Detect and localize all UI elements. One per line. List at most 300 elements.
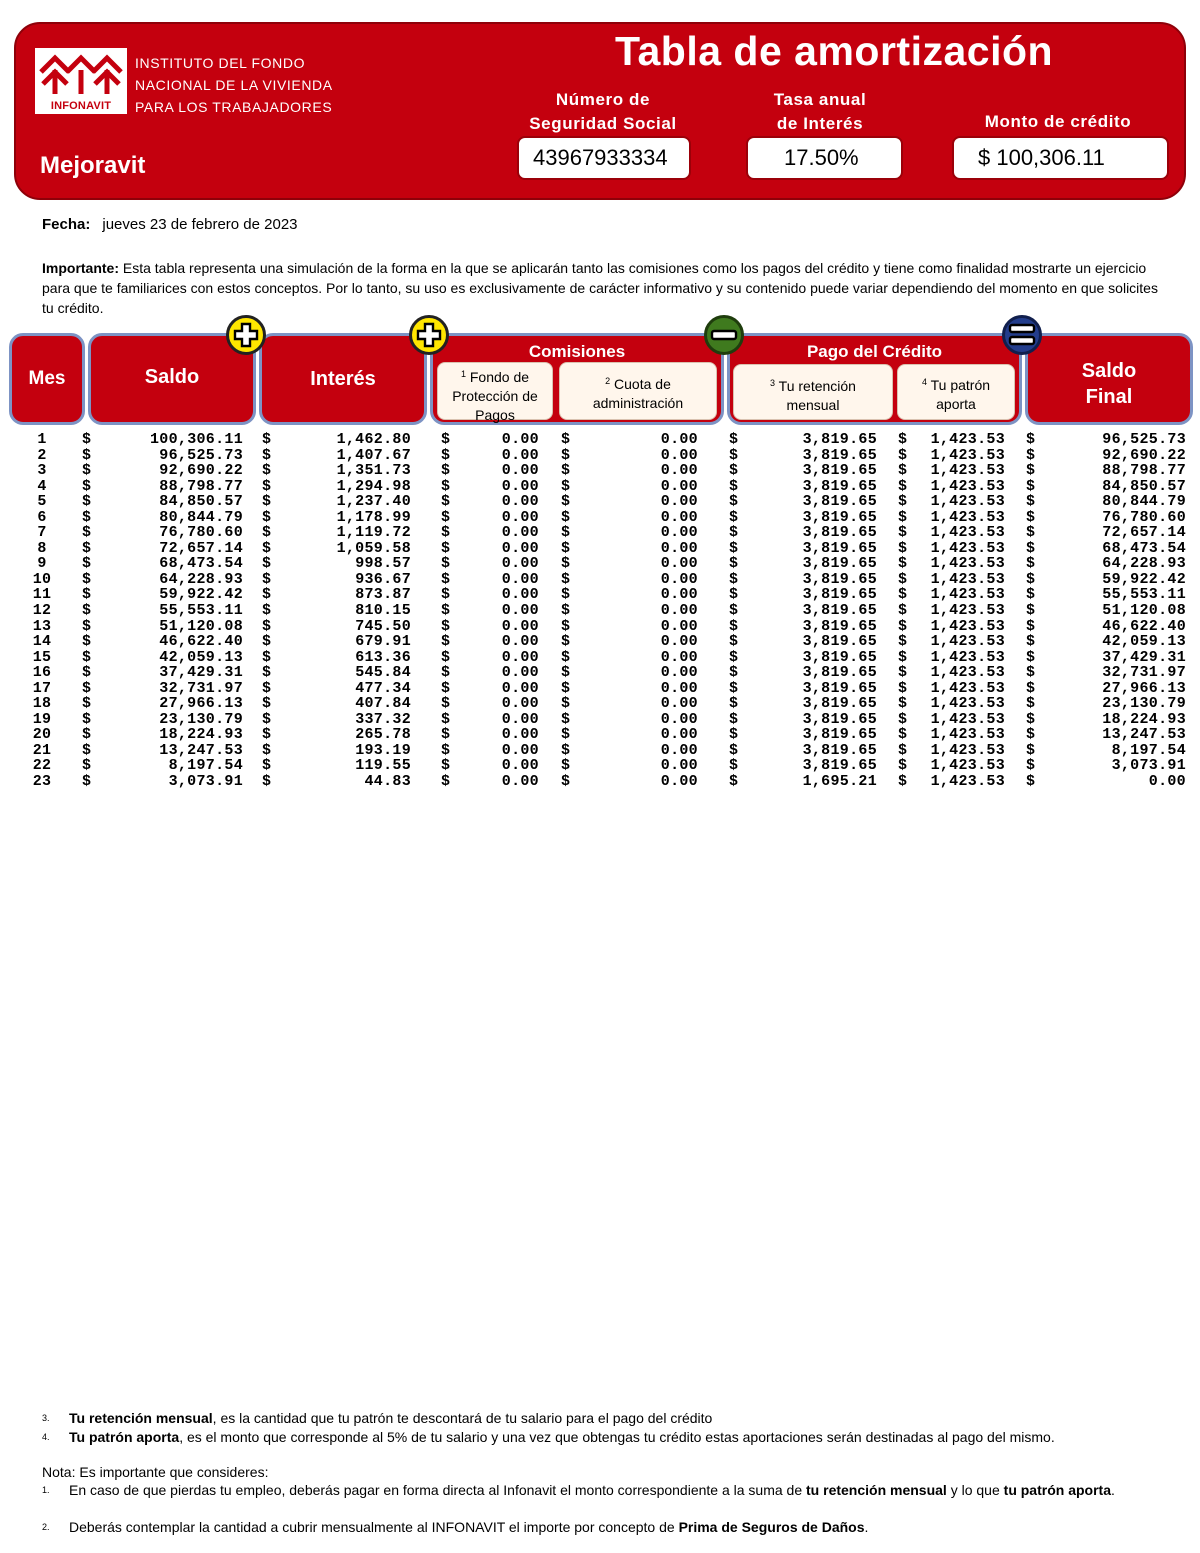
product-name: Mejoravit <box>40 152 146 179</box>
table-row <box>0 463 1200 479</box>
cell-patron: 1,423.53 <box>930 524 1005 542</box>
currency-sign: $ <box>262 446 272 464</box>
table-row <box>0 743 1200 759</box>
cell-interes: 745.50 <box>355 617 411 635</box>
cell-patron: 1,423.53 <box>930 648 1005 666</box>
currency-sign: $ <box>441 602 451 620</box>
cell-fondo: 0.00 <box>501 633 539 651</box>
currency-sign: $ <box>262 586 272 604</box>
cell-interes: 477.34 <box>355 679 411 697</box>
table-row <box>0 681 1200 697</box>
cell-mes: 12 <box>32 602 52 620</box>
currency-sign: $ <box>1026 773 1036 791</box>
cell-retencion: 3,819.65 <box>802 446 877 464</box>
table-row <box>0 541 1200 557</box>
infonavit-logo <box>35 48 127 114</box>
currency-sign: $ <box>898 555 908 573</box>
subheader-cuota-administracion: $^2$ Cuota de administración <box>559 362 717 420</box>
cell-final: 42,059.13 <box>1102 633 1186 651</box>
currency-sign: $ <box>262 664 272 682</box>
cell-final: 88,798.77 <box>1102 462 1186 480</box>
table-row <box>0 603 1200 619</box>
cell-fondo: 0.00 <box>501 710 539 728</box>
currency-sign: $ <box>898 679 908 697</box>
cell-saldo: 72,657.14 <box>159 539 243 557</box>
table-row <box>0 448 1200 464</box>
currency-sign: $ <box>82 508 92 526</box>
currency-sign: $ <box>898 741 908 759</box>
cell-patron: 1,423.53 <box>930 710 1005 728</box>
cell-saldo: 55,553.11 <box>159 602 243 620</box>
currency-sign: $ <box>1026 462 1036 480</box>
cell-mes: 4 <box>37 477 47 495</box>
subheader-tu-retencion: $^3$ Tu retención mensual <box>733 364 893 420</box>
cell-mes: 11 <box>32 586 52 604</box>
table-row <box>0 696 1200 712</box>
currency-sign: $ <box>898 431 908 448</box>
cell-retencion: 3,819.65 <box>802 570 877 588</box>
amount-value: $ 100,306.11 <box>952 136 1169 180</box>
col-header-mes: Mes <box>9 333 85 425</box>
cell-mes: 18 <box>32 695 52 713</box>
currency-sign: $ <box>262 679 272 697</box>
currency-sign: $ <box>1026 570 1036 588</box>
currency-sign: $ <box>898 648 908 666</box>
cell-mes: 13 <box>32 617 52 635</box>
date-label: Fecha: <box>42 216 91 233</box>
currency-sign: $ <box>729 555 739 573</box>
currency-sign: $ <box>1026 757 1036 775</box>
cell-patron: 1,423.53 <box>930 695 1005 713</box>
currency-sign: $ <box>262 462 272 480</box>
currency-sign: $ <box>561 679 571 697</box>
cell-retencion: 3,819.65 <box>802 539 877 557</box>
currency-sign: $ <box>82 602 92 620</box>
currency-sign: $ <box>82 695 92 713</box>
institution-name <box>135 52 333 118</box>
cell-mes: 15 <box>32 648 52 666</box>
currency-sign: $ <box>729 617 739 635</box>
currency-sign: $ <box>1026 586 1036 604</box>
cell-saldo: 84,850.57 <box>159 493 243 511</box>
cell-retencion: 3,819.65 <box>802 555 877 573</box>
currency-sign: $ <box>561 617 571 635</box>
cell-retencion: 3,819.65 <box>802 648 877 666</box>
table-row <box>0 494 1200 510</box>
currency-sign: $ <box>729 446 739 464</box>
cell-interes: 810.15 <box>355 602 411 620</box>
currency-sign: $ <box>561 539 571 557</box>
cell-final: 27,966.13 <box>1102 679 1186 697</box>
cell-interes: 1,407.67 <box>336 446 411 464</box>
cell-retencion: 3,819.65 <box>802 664 877 682</box>
cell-fondo: 0.00 <box>501 462 539 480</box>
table-row <box>0 727 1200 743</box>
cell-cuota: 0.00 <box>660 741 698 759</box>
currency-sign: $ <box>1026 648 1036 666</box>
plus-icon <box>226 315 266 355</box>
currency-sign: $ <box>262 431 272 448</box>
cell-cuota: 0.00 <box>660 570 698 588</box>
currency-sign: $ <box>441 710 451 728</box>
cell-mes: 9 <box>37 555 47 573</box>
currency-sign: $ <box>561 757 571 775</box>
cell-patron: 1,423.53 <box>930 539 1005 557</box>
cell-mes: 21 <box>32 741 52 759</box>
cell-cuota: 0.00 <box>660 493 698 511</box>
table-row <box>0 572 1200 588</box>
currency-sign: $ <box>441 493 451 511</box>
cell-interes: 1,351.73 <box>336 462 411 480</box>
currency-sign: $ <box>729 741 739 759</box>
currency-sign: $ <box>561 710 571 728</box>
cell-interes: 193.19 <box>355 741 411 759</box>
cell-cuota: 0.00 <box>660 431 698 448</box>
cell-retencion: 3,819.65 <box>802 586 877 604</box>
table-row <box>0 712 1200 728</box>
subheader-fondo-proteccion: $^1$ Fondo de Protección de Pagos <box>437 362 553 420</box>
cell-patron: 1,423.53 <box>930 570 1005 588</box>
currency-sign: $ <box>441 570 451 588</box>
table-row <box>0 650 1200 666</box>
currency-sign: $ <box>82 431 92 448</box>
cell-cuota: 0.00 <box>660 710 698 728</box>
cell-interes: 337.32 <box>355 710 411 728</box>
currency-sign: $ <box>729 710 739 728</box>
currency-sign: $ <box>729 664 739 682</box>
currency-sign: $ <box>262 508 272 526</box>
cell-interes: 119.55 <box>355 757 411 775</box>
cell-saldo: 96,525.73 <box>159 446 243 464</box>
nss-label: Número de Seguridad Social <box>529 90 677 133</box>
currency-sign: $ <box>561 431 571 448</box>
logo-wordmark: INFONAVIT <box>50 100 112 112</box>
currency-sign: $ <box>561 555 571 573</box>
currency-sign: $ <box>729 508 739 526</box>
cell-fondo: 0.00 <box>501 664 539 682</box>
cell-fondo: 0.00 <box>501 586 539 604</box>
cell-mes: 8 <box>37 539 47 557</box>
cell-saldo: 3,073.91 <box>168 773 243 791</box>
cell-fondo: 0.00 <box>501 726 539 744</box>
currency-sign: $ <box>729 757 739 775</box>
page-title: Tabla de amortización <box>615 28 1054 74</box>
currency-sign: $ <box>1026 555 1036 573</box>
currency-sign: $ <box>82 493 92 511</box>
cell-final: 32,731.97 <box>1102 664 1186 682</box>
currency-sign: $ <box>898 726 908 744</box>
cell-patron: 1,423.53 <box>930 679 1005 697</box>
cell-retencion: 3,819.65 <box>802 602 877 620</box>
minus-icon <box>704 315 744 355</box>
cell-cuota: 0.00 <box>660 555 698 573</box>
currency-sign: $ <box>1026 508 1036 526</box>
cell-fondo: 0.00 <box>501 757 539 775</box>
disclaimer-text: Esta tabla representa una simulación de la forma en la que se aplicarán tanto las comisiones como los pagos del crédito y tiene como finalidad mostrarte un ejercicio para que te familiarices con estos conceptos. Por lo tanto, su uso es exclusivamente de carácter informativo y su contenido puede variar dependiendo del momento en que solicites tu crédito. <box>42 260 1158 316</box>
cell-saldo: 68,473.54 <box>159 555 243 573</box>
cell-fondo: 0.00 <box>501 602 539 620</box>
cell-retencion: 3,819.65 <box>802 462 877 480</box>
cell-cuota: 0.00 <box>660 602 698 620</box>
cell-cuota: 0.00 <box>660 586 698 604</box>
currency-sign: $ <box>729 493 739 511</box>
currency-sign: $ <box>82 586 92 604</box>
currency-sign: $ <box>561 633 571 651</box>
cell-patron: 1,423.53 <box>930 741 1005 759</box>
cell-retencion: 3,819.65 <box>802 679 877 697</box>
nss-value: 43967933334 <box>517 136 691 180</box>
currency-sign: $ <box>898 508 908 526</box>
cell-interes: 1,119.72 <box>336 524 411 542</box>
table-row <box>0 525 1200 541</box>
cell-mes: 22 <box>32 757 52 775</box>
cell-mes: 20 <box>32 726 52 744</box>
cell-mes: 5 <box>37 493 47 511</box>
currency-sign: $ <box>262 570 272 588</box>
currency-sign: $ <box>898 446 908 464</box>
currency-sign: $ <box>898 462 908 480</box>
currency-sign: $ <box>441 648 451 666</box>
cell-fondo: 0.00 <box>501 539 539 557</box>
cell-mes: 7 <box>37 524 47 542</box>
currency-sign: $ <box>82 462 92 480</box>
cell-patron: 1,423.53 <box>930 633 1005 651</box>
currency-sign: $ <box>262 710 272 728</box>
currency-sign: $ <box>561 664 571 682</box>
cell-fondo: 0.00 <box>501 477 539 495</box>
cell-cuota: 0.00 <box>660 524 698 542</box>
cell-mes: 10 <box>32 570 52 588</box>
institution-line: NACIONAL DE LA VIVIENDA <box>135 77 333 93</box>
cell-fondo: 0.00 <box>501 679 539 697</box>
cell-interes: 1,294.98 <box>336 477 411 495</box>
cell-saldo: 76,780.60 <box>159 524 243 542</box>
cell-cuota: 0.00 <box>660 648 698 666</box>
cell-patron: 1,423.53 <box>930 493 1005 511</box>
currency-sign: $ <box>441 586 451 604</box>
cell-interes: 998.57 <box>355 555 411 573</box>
cell-saldo: 37,429.31 <box>159 664 243 682</box>
cell-interes: 44.83 <box>364 773 411 791</box>
currency-sign: $ <box>729 586 739 604</box>
currency-sign: $ <box>898 664 908 682</box>
currency-sign: $ <box>1026 679 1036 697</box>
cell-mes: 19 <box>32 710 52 728</box>
currency-sign: $ <box>441 633 451 651</box>
cell-mes: 6 <box>37 508 47 526</box>
currency-sign: $ <box>82 633 92 651</box>
currency-sign: $ <box>898 477 908 495</box>
currency-sign: $ <box>82 648 92 666</box>
col-header-saldo-final: Saldo Final <box>1025 333 1193 425</box>
disclaimer <box>42 258 1162 318</box>
currency-sign: $ <box>262 648 272 666</box>
cell-fondo: 0.00 <box>501 508 539 526</box>
cell-fondo: 0.00 <box>501 617 539 635</box>
col-header-saldo: Saldo <box>88 333 256 425</box>
currency-sign: $ <box>441 508 451 526</box>
cell-fondo: 0.00 <box>501 493 539 511</box>
currency-sign: $ <box>262 555 272 573</box>
currency-sign: $ <box>1026 446 1036 464</box>
currency-sign: $ <box>82 710 92 728</box>
cell-cuota: 0.00 <box>660 679 698 697</box>
currency-sign: $ <box>729 773 739 791</box>
currency-sign: $ <box>1026 741 1036 759</box>
amortization-table <box>0 432 1200 790</box>
currency-sign: $ <box>729 570 739 588</box>
plus-icon <box>409 315 449 355</box>
currency-sign: $ <box>262 477 272 495</box>
currency-sign: $ <box>729 726 739 744</box>
currency-sign: $ <box>262 633 272 651</box>
currency-sign: $ <box>82 757 92 775</box>
cell-saldo: 100,306.11 <box>149 431 243 448</box>
currency-sign: $ <box>1026 617 1036 635</box>
col-header-pago-credito: Pago del Crédito <box>727 333 1022 425</box>
currency-sign: $ <box>82 726 92 744</box>
table-row <box>0 758 1200 774</box>
cell-fondo: 0.00 <box>501 524 539 542</box>
currency-sign: $ <box>898 757 908 775</box>
table-row <box>0 556 1200 572</box>
currency-sign: $ <box>262 524 272 542</box>
date-line <box>42 216 298 233</box>
cell-saldo: 18,224.93 <box>159 726 243 744</box>
currency-sign: $ <box>441 679 451 697</box>
cell-interes: 679.91 <box>355 633 411 651</box>
cell-interes: 613.36 <box>355 648 411 666</box>
cell-patron: 1,423.53 <box>930 617 1005 635</box>
currency-sign: $ <box>262 539 272 557</box>
currency-sign: $ <box>561 648 571 666</box>
currency-sign: $ <box>561 462 571 480</box>
cell-fondo: 0.00 <box>501 555 539 573</box>
cell-retencion: 3,819.65 <box>802 633 877 651</box>
currency-sign: $ <box>82 617 92 635</box>
cell-fondo: 0.00 <box>501 773 539 791</box>
currency-sign: $ <box>441 664 451 682</box>
table-row <box>0 665 1200 681</box>
cell-saldo: 51,120.08 <box>159 617 243 635</box>
currency-sign: $ <box>729 431 739 448</box>
currency-sign: $ <box>1026 431 1036 448</box>
cell-saldo: 8,197.54 <box>168 757 243 775</box>
cell-final: 55,553.11 <box>1102 586 1186 604</box>
currency-sign: $ <box>441 555 451 573</box>
cell-cuota: 0.00 <box>660 462 698 480</box>
cell-patron: 1,423.53 <box>930 664 1005 682</box>
cell-final: 76,780.60 <box>1102 508 1186 526</box>
currency-sign: $ <box>898 539 908 557</box>
currency-sign: $ <box>441 477 451 495</box>
cell-cuota: 0.00 <box>660 664 698 682</box>
currency-sign: $ <box>1026 539 1036 557</box>
cell-cuota: 0.00 <box>660 695 698 713</box>
currency-sign: $ <box>1026 664 1036 682</box>
currency-sign: $ <box>82 679 92 697</box>
currency-sign: $ <box>898 617 908 635</box>
currency-sign: $ <box>262 757 272 775</box>
cell-fondo: 0.00 <box>501 446 539 464</box>
cell-patron: 1,423.53 <box>930 462 1005 480</box>
cell-final: 80,844.79 <box>1102 493 1186 511</box>
cell-final: 84,850.57 <box>1102 477 1186 495</box>
currency-sign: $ <box>898 710 908 728</box>
cell-retencion: 3,819.65 <box>802 695 877 713</box>
currency-sign: $ <box>898 570 908 588</box>
cell-final: 8,197.54 <box>1111 741 1186 759</box>
cell-cuota: 0.00 <box>660 757 698 775</box>
cell-saldo: 80,844.79 <box>159 508 243 526</box>
cell-final: 92,690.22 <box>1102 446 1186 464</box>
cell-patron: 1,423.53 <box>930 508 1005 526</box>
equals-icon <box>1002 315 1042 355</box>
cell-interes: 936.67 <box>355 570 411 588</box>
cell-final: 64,228.93 <box>1102 555 1186 573</box>
cell-interes: 1,059.58 <box>336 539 411 557</box>
cell-saldo: 13,247.53 <box>159 741 243 759</box>
currency-sign: $ <box>82 741 92 759</box>
cell-patron: 1,423.53 <box>930 431 1005 448</box>
cell-final: 96,525.73 <box>1102 431 1186 448</box>
cell-retencion: 3,819.65 <box>802 710 877 728</box>
currency-sign: $ <box>82 664 92 682</box>
cell-fondo: 0.00 <box>501 431 539 448</box>
date-value: jueves 23 de febrero de 2023 <box>102 216 298 233</box>
currency-sign: $ <box>262 617 272 635</box>
cell-saldo: 92,690.22 <box>159 462 243 480</box>
cell-interes: 1,237.40 <box>336 493 411 511</box>
currency-sign: $ <box>729 462 739 480</box>
currency-sign: $ <box>729 695 739 713</box>
cell-patron: 1,423.53 <box>930 586 1005 604</box>
currency-sign: $ <box>82 539 92 557</box>
currency-sign: $ <box>729 477 739 495</box>
cell-final: 23,130.79 <box>1102 695 1186 713</box>
currency-sign: $ <box>1026 477 1036 495</box>
currency-sign: $ <box>262 695 272 713</box>
cell-mes: 23 <box>32 773 52 791</box>
currency-sign: $ <box>729 602 739 620</box>
cell-final: 18,224.93 <box>1102 710 1186 728</box>
cell-cuota: 0.00 <box>660 477 698 495</box>
table-row <box>0 774 1200 790</box>
cell-cuota: 0.00 <box>660 617 698 635</box>
currency-sign: $ <box>561 524 571 542</box>
currency-sign: $ <box>898 602 908 620</box>
cell-mes: 16 <box>32 664 52 682</box>
cell-interes: 1,462.80 <box>336 431 411 448</box>
cell-saldo: 23,130.79 <box>159 710 243 728</box>
rate-value: 17.50% <box>746 136 903 180</box>
cell-patron: 1,423.53 <box>930 773 1005 791</box>
cell-saldo: 88,798.77 <box>159 477 243 495</box>
currency-sign: $ <box>82 524 92 542</box>
cell-retencion: 3,819.65 <box>802 617 877 635</box>
currency-sign: $ <box>898 695 908 713</box>
col-header-interes: Interés <box>259 333 427 425</box>
subheader-tu-patron: $^4$ Tu patrón aporta <box>897 364 1015 420</box>
cell-final: 37,429.31 <box>1102 648 1186 666</box>
currency-sign: $ <box>262 602 272 620</box>
cell-mes: 14 <box>32 633 52 651</box>
cell-patron: 1,423.53 <box>930 757 1005 775</box>
cell-retencion: 3,819.65 <box>802 508 877 526</box>
cell-patron: 1,423.53 <box>930 555 1005 573</box>
currency-sign: $ <box>1026 726 1036 744</box>
cell-patron: 1,423.53 <box>930 477 1005 495</box>
